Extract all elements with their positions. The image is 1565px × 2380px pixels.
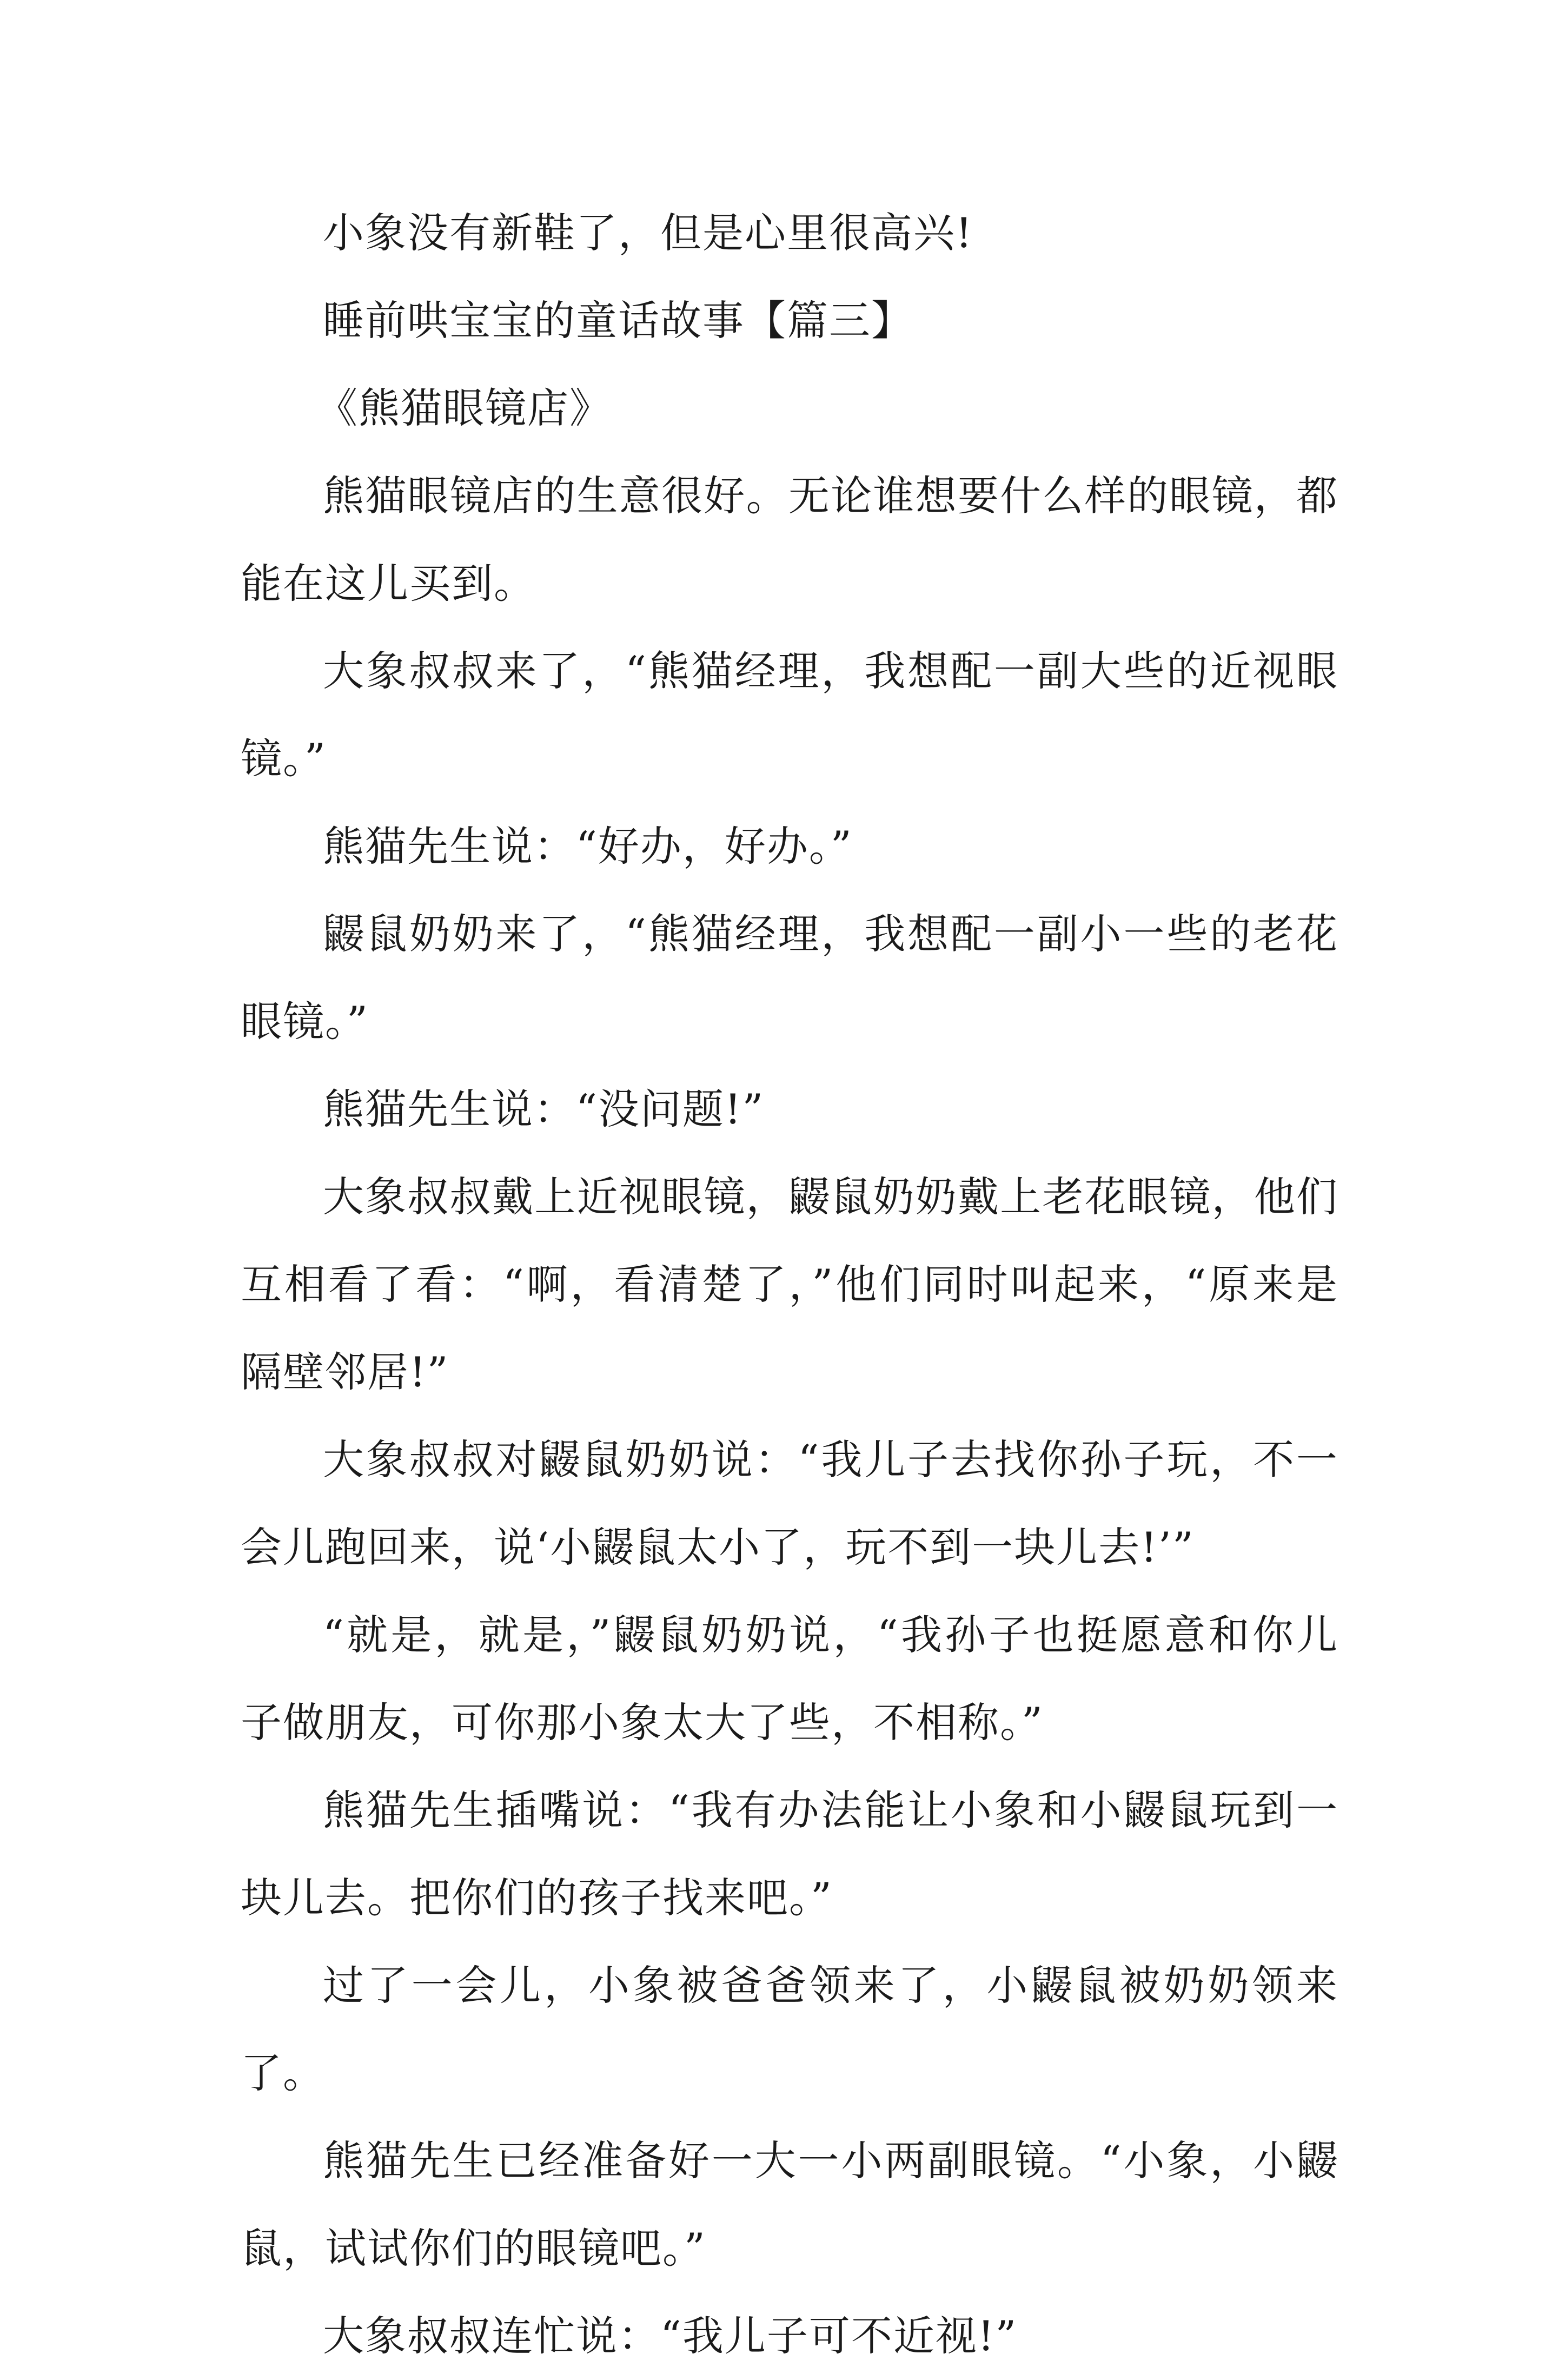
story-text xyxy=(241,189,1338,2380)
paragraph: 鼹鼠奶奶来了，“熊猫经理，我想配一副小一些的老花眼镜。” xyxy=(241,910,1338,1046)
paragraph: 熊猫眼镜店的生意很好。无论谁想要什么样的眼镜，都能在这儿买到。 xyxy=(241,472,1338,607)
paragraph: 熊猫先生说：“好办，好办。” xyxy=(323,822,853,870)
paragraph: 大象叔叔对鼹鼠奶奶说：“我儿子去找你孙子玩，不一会儿跑回来，说‘小鼹鼠太小了，玩不到一块儿去!’” xyxy=(241,1436,1338,1571)
paragraph: 大象叔叔来了，“熊猫经理，我想配一副大些的近视眼镜。” xyxy=(241,647,1338,783)
paragraph: “就是，就是，”鼹鼠奶奶说，“我孙子也挺愿意和你儿子做朋友，可你那小象太大了些，不相称。” xyxy=(241,1611,1338,1747)
paragraph: 熊猫先生插嘴说：“我有办法能让小象和小鼹鼠玩到一块儿去。把你们的孩子找来吧。” xyxy=(241,1786,1338,1922)
paragraph: 熊猫先生已经准备好一大一小两副眼镜。“小象，小鼹鼠，试试你们的眼镜吧。” xyxy=(241,2137,1338,2272)
section-heading: 睡前哄宝宝的童话故事【篇三】 xyxy=(323,296,913,345)
paragraph: 大象叔叔戴上近视眼镜，鼹鼠奶奶戴上老花眼镜，他们互相看了看：“啊，看清楚了，”他们同时叫起来，“原来是隔壁邻居!” xyxy=(241,1173,1338,1396)
paragraph: 熊猫先生说：“没问题!” xyxy=(323,1085,765,1133)
paragraph: 过了一会儿，小象被爸爸领来了，小鼹鼠被奶奶领来了。 xyxy=(241,1961,1338,2097)
paragraph: 大象叔叔连忙说：“我儿子可不近视!” xyxy=(323,2312,1018,2360)
paragraph: 小象没有新鞋了，但是心里很高兴! xyxy=(323,209,973,257)
story-title: 《熊猫眼镜店》 xyxy=(316,384,612,432)
